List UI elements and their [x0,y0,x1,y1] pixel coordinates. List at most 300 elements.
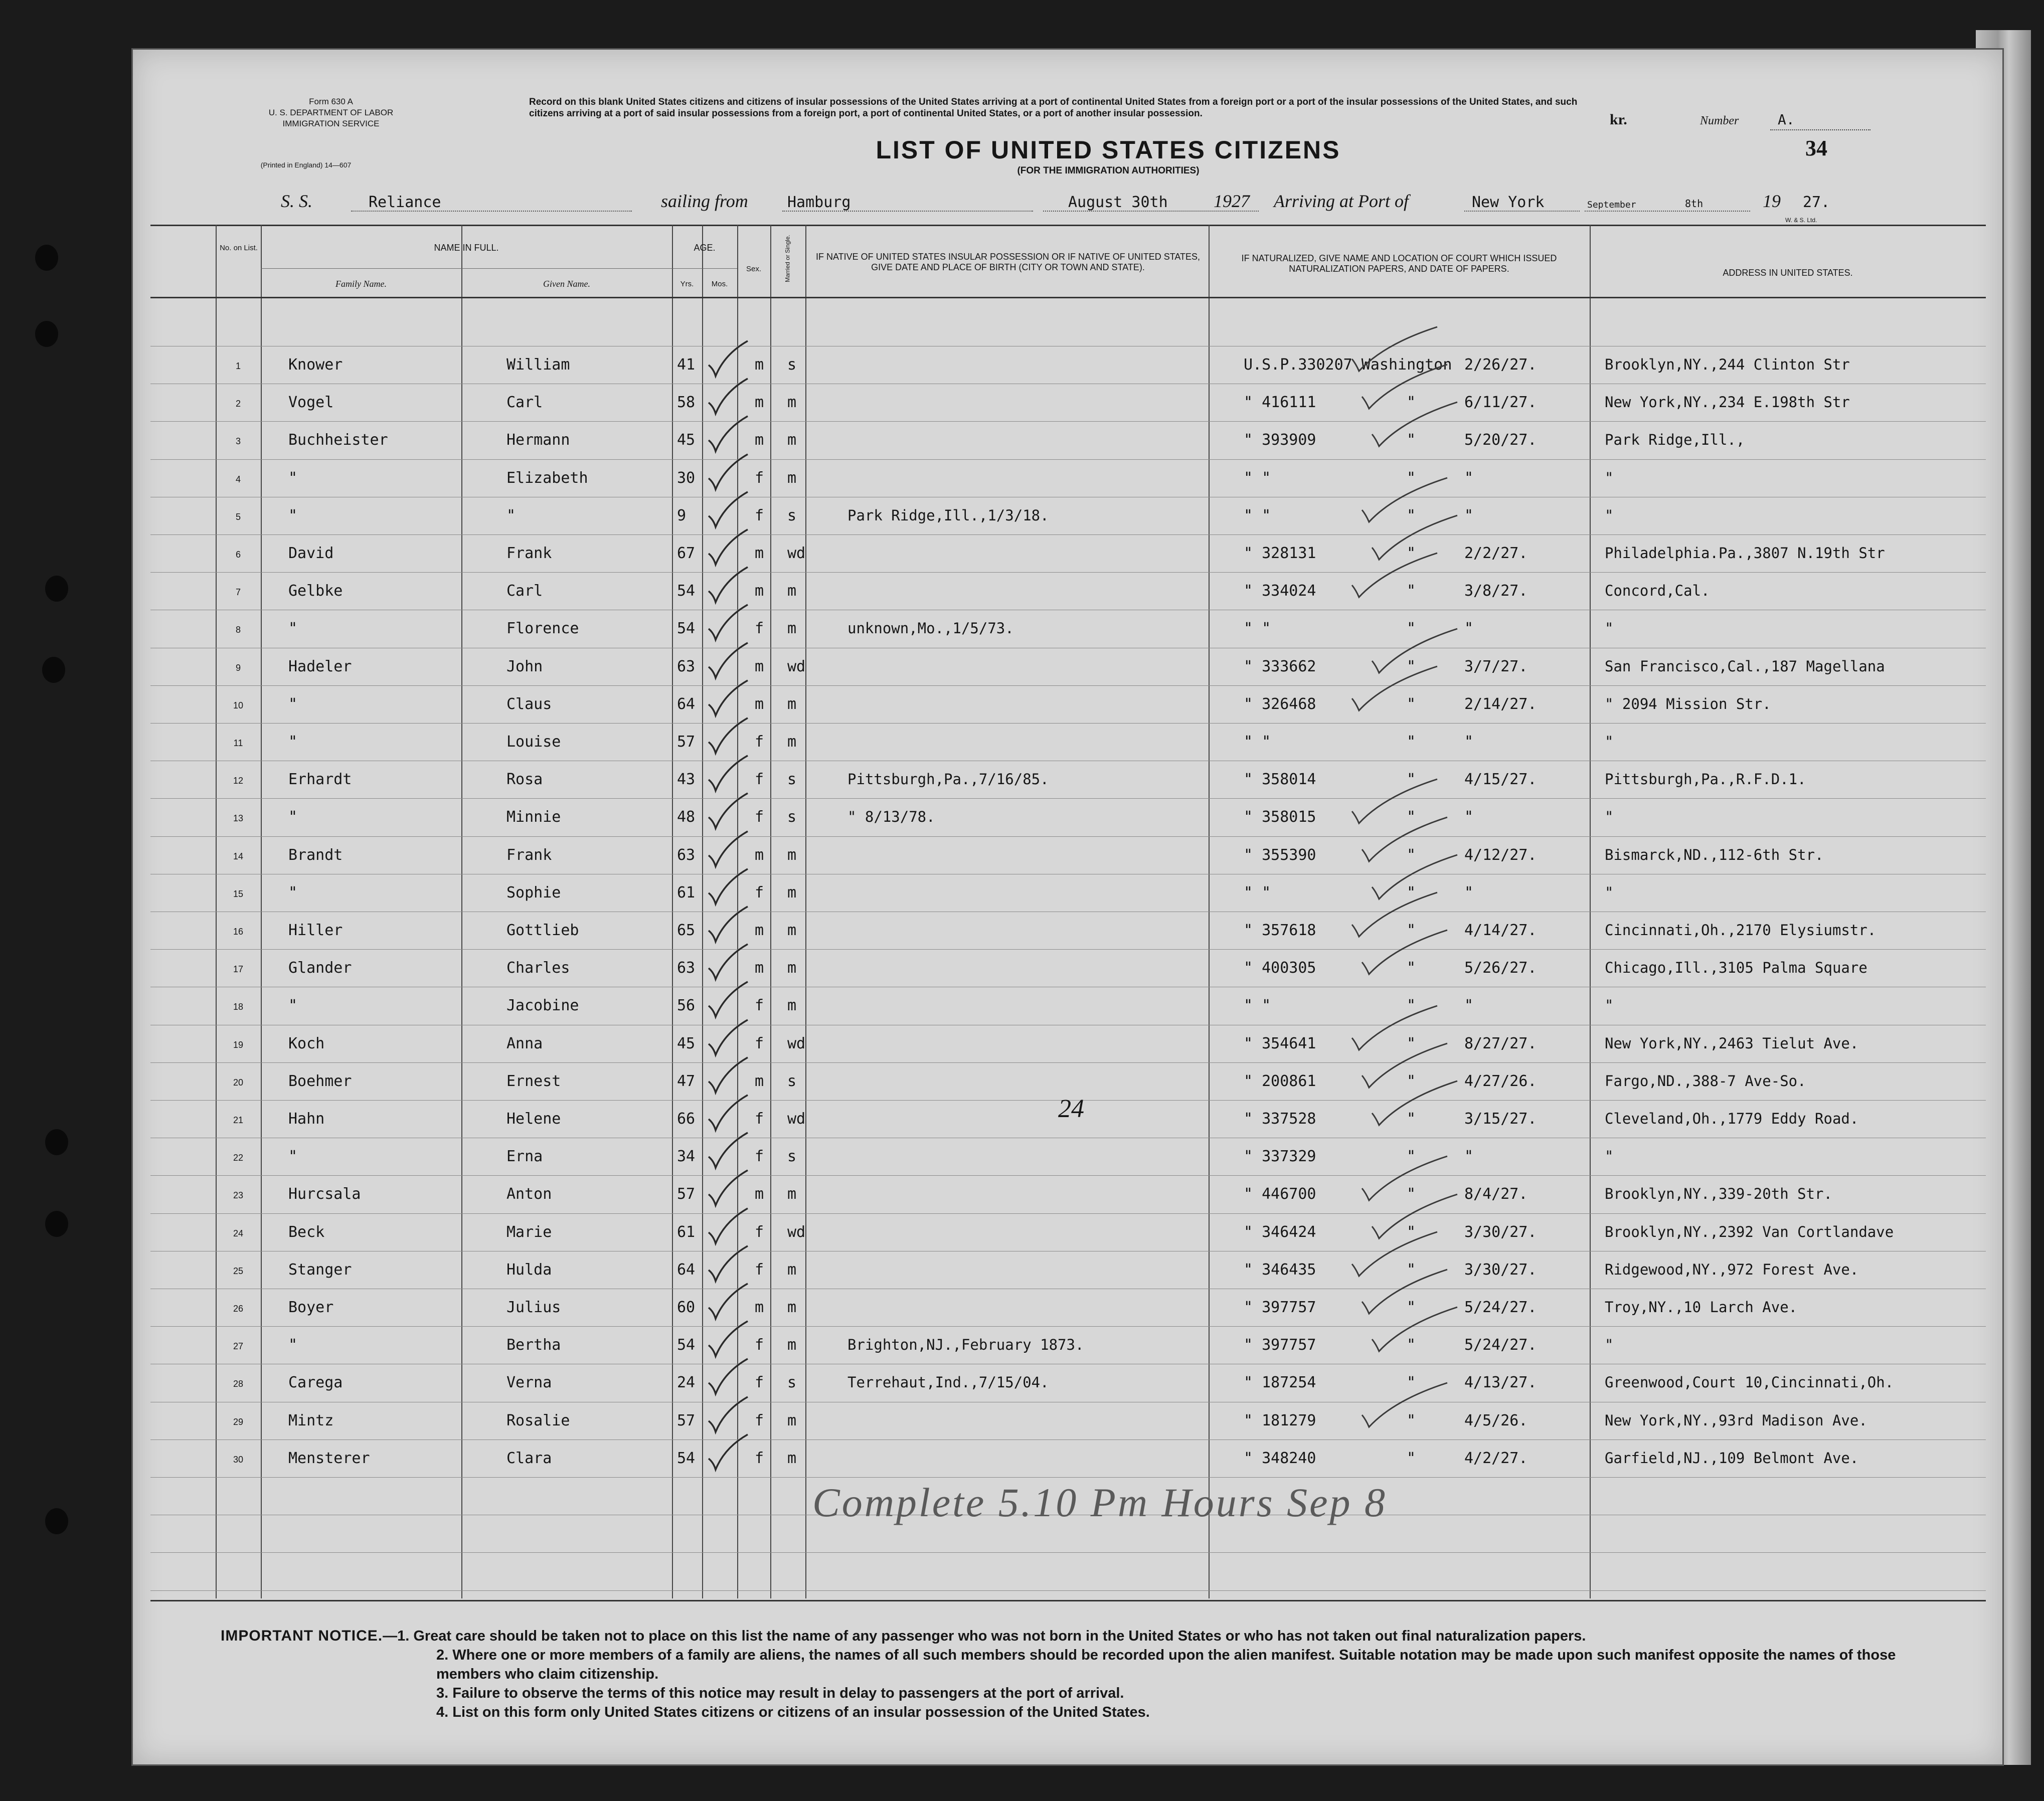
binder-hole [35,321,58,347]
check-mark [705,339,750,379]
cell-sex: f [755,1223,764,1241]
cell-date: 3/15/27. [1464,1110,1537,1128]
check-mark [705,1055,750,1096]
cell-age: 54 [677,1449,696,1467]
arrival-port: New York [1472,194,1545,211]
cell-court: " 400305 [1244,959,1316,977]
cell-address: Cincinnati,Oh.,2170 Elysiumstr. [1605,922,1877,939]
row-number: 19 [233,1039,244,1050]
cell-family: Beck [288,1223,325,1241]
header-name-in-full: NAME IN FULL. [434,243,499,253]
cell-court: " 397757 [1244,1299,1316,1316]
row-number: 13 [233,813,244,824]
notice-lead: IMPORTANT NOTICE. [221,1628,383,1644]
check-mark [705,377,750,417]
cell-family: " [288,506,298,524]
cell-court-place: " [1407,771,1416,789]
cell-family: " [288,469,298,487]
row-rule [150,572,1986,573]
cell-ms: m [787,1336,797,1354]
cell-ms: m [787,997,797,1015]
cell-date: 3/7/27. [1464,657,1528,675]
cell-ms: s [787,808,797,826]
cell-age: 65 [677,922,696,939]
arriving-label: Arriving at Port of [1274,191,1409,211]
cell-sex: f [755,620,764,638]
cell-address: " [1605,808,1614,826]
cell-age: 34 [677,1148,696,1166]
cell-address: " [1605,469,1614,486]
row-rule [150,798,1986,799]
cell-court: " 358015 [1244,808,1316,826]
row-rule [150,534,1986,535]
sailing-label: sailing from [661,191,748,211]
cell-family: " [288,620,298,638]
handwritten-note: Complete 5.10 Pm Hours Sep 8 [812,1480,1388,1525]
check-mark [705,905,750,945]
check-mark [705,716,750,756]
header-bottom-rule [150,297,1986,298]
cell-court: U.S.P.330207 Washington [1244,356,1452,374]
header-family: Family Name. [335,279,387,289]
cell-sex: m [755,356,764,374]
row-number: 1 [235,361,241,371]
row-number: 14 [233,851,244,861]
annotation-24: 24 [1058,1095,1084,1123]
cell-family: Mensterer [288,1449,370,1467]
cell-age: 48 [677,808,696,826]
notice-item: 1. Great care should be taken not to place on this list the name of any passenger who was not born in the United States or who has not taken out final naturalization papers. [397,1628,1586,1644]
cell-ms: m [787,582,797,600]
cell-age: 24 [677,1374,696,1392]
binder-hole [42,657,65,683]
cell-address: Greenwood,Court 10,Cincinnati,Oh. [1605,1374,1894,1391]
cell-sex: f [755,1110,764,1128]
ship-underline [351,211,632,212]
row-rule [150,723,1986,724]
cell-given: Anton [506,1185,552,1203]
cell-date: " [1464,1148,1474,1166]
cell-family: Knower [288,356,343,374]
cell-age: 57 [677,1185,696,1203]
cell-ms: wd [787,1110,806,1128]
cell-date: 2/14/27. [1464,695,1537,713]
cell-court-place: " [1407,1411,1416,1429]
cell-date: 4/2/27. [1464,1449,1528,1467]
cell-address: Bismarck,ND.,112-6th Str. [1605,846,1824,863]
number-label: Number [1700,114,1739,127]
cell-birth: Park Ridge,Ill.,1/3/18. [847,506,1049,524]
cell-family: Carega [288,1374,343,1392]
cell-given: Clara [506,1449,552,1467]
cell-ms: m [787,469,797,487]
cell-date: 5/26/27. [1464,959,1537,977]
cell-date: " [1464,733,1474,751]
binder-hole [35,245,58,271]
arrival-year: 27. [1803,194,1830,211]
check-mark [1349,663,1439,713]
cell-address: " [1605,506,1614,524]
cell-court: " 355390 [1244,846,1316,864]
cell-given: Elizabeth [506,469,588,487]
cell-address: New York,NY.,234 E.198th Str [1605,394,1850,411]
cell-date: 4/15/27. [1464,771,1537,789]
cell-court: " 333662 [1244,657,1316,675]
row-number: 12 [233,776,244,786]
cell-age: 56 [677,997,696,1015]
header-mos: Mos. [711,280,728,288]
cell-given: Louise [506,733,561,751]
row-number: 11 [233,738,243,748]
row-number: 10 [233,700,244,710]
cell-date: 4/5/26. [1464,1411,1528,1429]
cell-date: 3/8/27. [1464,582,1528,600]
header-naturalized: IF NATURALIZED, GIVE NAME AND LOCATION OF COURT WHICH ISSUED NATURALIZATION PAPERS, AND DATE OF PAPERS. [1241,253,1557,274]
cell-age: 54 [677,1336,696,1354]
cell-ms: m [787,1449,797,1467]
cell-given: Gottlieb [506,922,579,939]
row-number: 18 [233,1002,244,1012]
binder-hole [45,1211,68,1237]
cell-sex: m [755,394,764,412]
row-number: 24 [233,1228,244,1238]
cell-family: " [288,1336,298,1354]
cell-given: John [506,657,543,675]
cell-family: Hadeler [288,657,352,675]
cell-court: " " [1244,469,1271,487]
cell-sex: f [755,733,764,751]
cell-given: " [506,506,516,524]
cell-address: Brooklyn,NY.,339-20th Str. [1605,1185,1832,1203]
cell-given: Rosa [506,771,543,789]
cell-court-place: " [1407,1148,1416,1166]
cell-court-place: " [1407,545,1416,562]
header-yrs: Yrs. [680,280,694,288]
cell-ms: m [787,394,797,412]
cell-family: Buchheister [288,431,388,449]
cell-ms: m [787,1299,797,1316]
binder-hole [45,576,68,602]
cell-age: 63 [677,657,696,675]
cell-court: " 337528 [1244,1110,1316,1128]
check-mark [705,414,750,454]
notice-item: 4. List on this form only United States citizens or citizens of an insular possession of the United States. [436,1704,1150,1720]
sailing-from: Hamburg [787,194,851,211]
cell-court: " " [1244,733,1271,751]
cell-sex: m [755,846,764,864]
cell-court: " 416111 [1244,394,1316,412]
cell-address: New York,NY.,2463 Tielut Ave. [1605,1034,1859,1052]
check-mark [705,527,750,568]
sailing-date: August 30th [1068,194,1168,211]
check-mark [705,1168,750,1208]
cell-age: 61 [677,883,696,902]
cell-given: Verna [506,1374,552,1392]
cell-address: Brooklyn,NY.,2392 Van Cortlandave [1605,1223,1894,1240]
cell-birth: Pittsburgh,Pa.,7/16/85. [847,771,1049,788]
cell-sex: m [755,1185,764,1203]
check-mark [705,754,750,794]
cell-sex: f [755,1449,764,1467]
cell-sex: m [755,657,764,675]
check-mark [705,490,750,530]
cell-court-place: " [1407,695,1416,713]
form-number: Form 630 A [309,97,353,106]
cell-ms: m [787,1185,797,1203]
cell-ms: m [787,733,797,751]
check-mark [705,1093,750,1133]
row-number: 26 [233,1304,244,1314]
cell-court-place: " [1407,733,1416,751]
cell-address: " [1605,733,1614,750]
cell-court-place: " [1407,1034,1416,1052]
cell-court-place: " [1407,1223,1416,1241]
cell-age: 30 [677,469,696,487]
row-rule [150,459,1986,460]
cell-sex: m [755,545,764,562]
cell-ms: s [787,356,797,374]
binder-hole [45,1129,68,1155]
check-mark [705,1395,750,1435]
cell-court-place: " [1407,1110,1416,1128]
cell-age: 47 [677,1072,696,1090]
cell-address: Ridgewood,NY.,972 Forest Ave. [1605,1260,1859,1278]
row-number: 17 [233,964,244,975]
row-number: 25 [233,1266,244,1276]
row-number: 16 [233,927,244,937]
cell-ms: s [787,1374,797,1392]
cell-date: 2/2/27. [1464,545,1528,562]
cell-address: " [1605,883,1614,901]
cell-sex: f [755,771,764,789]
cell-family: Koch [288,1034,325,1052]
row-rule [150,1326,1986,1327]
cell-date: " [1464,997,1474,1015]
cell-court-place: " [1407,808,1416,826]
cell-family: Boehmer [288,1072,352,1090]
cell-age: 57 [677,1411,696,1429]
cell-given: Hermann [506,431,570,449]
cell-family: Erhardt [288,771,352,789]
cell-given: Carl [506,582,543,600]
cell-family: " [288,808,298,826]
cell-age: 57 [677,733,696,751]
number-underline [1770,129,1870,130]
cell-date: 3/30/27. [1464,1223,1537,1241]
cell-date: 3/30/27. [1464,1260,1537,1279]
cell-address: Pittsburgh,Pa.,R.F.D.1. [1605,771,1806,788]
row-number: 9 [235,662,241,673]
cell-family: " [288,733,298,751]
cell-court-place: " [1407,883,1416,902]
row-number: 21 [233,1115,244,1125]
page-number: 34 [1805,136,1827,160]
cell-sex: f [755,808,764,826]
ss-label: S. S. [281,191,312,211]
cell-age: 43 [677,771,696,789]
check-mark [1359,1380,1449,1430]
cell-sex: m [755,1072,764,1090]
check-mark [705,452,750,492]
cell-date: 4/13/27. [1464,1374,1537,1392]
cell-family: Gelbke [288,582,343,600]
cell-address: " [1605,1336,1614,1354]
cell-sex: f [755,1374,764,1392]
check-mark [705,1131,750,1171]
cell-ms: m [787,1411,797,1429]
cell-given: Claus [506,695,552,713]
cell-given: Carl [506,394,543,412]
check-mark [1359,927,1449,977]
cell-date: " [1464,469,1474,487]
cell-given: Marie [506,1223,552,1241]
cell-given: Bertha [506,1336,561,1354]
arrival-date-underline [1585,211,1750,212]
cell-sex: m [755,1299,764,1316]
cell-court: " 354641 [1244,1034,1316,1052]
cell-address: " [1605,1148,1614,1165]
cell-ms: m [787,1260,797,1279]
cell-court: " " [1244,883,1271,902]
notice-item: 3. Failure to observe the terms of this notice may result in delay to passengers at the port of arrival. [436,1685,1124,1701]
row-rule [150,1590,1986,1591]
cell-court-place: " [1407,997,1416,1015]
cell-court: " 181279 [1244,1411,1316,1429]
cell-address: Garfield,NJ.,109 Belmont Ave. [1605,1449,1859,1467]
cell-ms: s [787,1072,797,1090]
cell-date: " [1464,883,1474,902]
row-number: 30 [233,1454,244,1465]
cell-age: 54 [677,582,696,600]
form-info [221,96,441,129]
important-notice: IMPORTANT NOTICE.—1. Great care should be taken not to place on this list the name of any passenger who was not born in the United States or who has not taken out final naturalization papers. 2. Where one or more members of a family are aliens, the names of all such members should be recorded upon the alien manifest. Suitable notation may be made upon such manifest opposite the names of those members who claim citizenship. 3. Failure to observe the terms of this notice may result in delay to passengers at the port of arrival. 4. List on this form only United States citizens or citizens of an insular possession of the United States. [221,1627,1926,1722]
cell-family: Boyer [288,1299,334,1316]
cell-given: Sophie [506,883,561,902]
cell-address: Concord,Cal. [1605,582,1710,600]
header-age: AGE. [694,243,716,253]
check-mark [705,791,750,831]
cell-court-place: " [1407,1374,1416,1392]
check-mark [1349,550,1439,600]
cell-given: William [506,356,570,374]
cell-address: Fargo,ND.,388-7 Ave-So. [1605,1072,1806,1090]
page-title: LIST OF UNITED STATES CITIZENS [876,136,1341,164]
cell-ms: m [787,695,797,713]
cell-court-place: " [1407,394,1416,412]
row-number: 3 [235,436,241,447]
cell-family: " [288,997,298,1015]
arrival-month: September [1587,200,1636,210]
cell-sex: m [755,959,764,977]
check-mark [705,829,750,869]
row-number: 27 [233,1341,244,1352]
check-mark [705,1432,750,1473]
cell-sex: f [755,1148,764,1166]
cell-court: " 328131 [1244,545,1316,562]
intro-text: Record on this blank United States citizens and citizens of insular possessions of the United States arriving at a port of continental United States from a foreign port or a port of the insular possessions of the United States, and such citizens arriving at a port of said insular possessions from a foreign port, a port of continental United States, or a port of another insular possession. [529,97,1578,119]
row-number: 22 [233,1153,244,1163]
cell-court: " " [1244,506,1271,524]
arrival-day: 8th [1685,198,1704,210]
cell-ms: s [787,771,797,789]
cell-ms: s [787,1148,797,1166]
cell-sex: f [755,997,764,1015]
check-mark [705,641,750,681]
cell-birth: " 8/13/78. [847,808,935,826]
row-rule [150,1477,1986,1478]
cell-ms: wd [787,545,806,562]
row-number: 6 [235,550,241,560]
cell-address: Chicago,Ill.,3105 Palma Square [1605,959,1867,977]
cell-address: Troy,NY.,10 Larch Ave. [1605,1299,1798,1316]
cell-court: " 326468 [1244,695,1316,713]
cell-ms: s [787,506,797,524]
cell-given: Julius [506,1299,561,1316]
cell-given: Minnie [506,808,561,826]
cell-court: " 337329 [1244,1148,1316,1166]
cell-sex: m [755,695,764,713]
row-number: 29 [233,1416,244,1427]
row-number: 7 [235,587,241,598]
row-rule [150,1175,1986,1176]
cell-ms: wd [787,657,806,675]
cell-family: " [288,883,298,902]
cell-family: Stanger [288,1260,352,1279]
page-subtitle: (FOR THE IMMIGRATION AUTHORITIES) [1017,165,1200,176]
cell-court-place: " [1407,582,1416,600]
cell-court-place: " [1407,657,1416,675]
cell-court: " 334024 [1244,582,1316,600]
cell-age: 58 [677,394,696,412]
cell-given: Helene [506,1110,561,1128]
cell-given: Jacobine [506,997,579,1015]
cell-court: " 346435 [1244,1260,1316,1279]
cell-date: " [1464,620,1474,638]
row-rule [150,949,1986,950]
cell-date: 4/27/26. [1464,1072,1537,1090]
cell-court-place: " [1407,1185,1416,1203]
cell-given: Anna [506,1034,543,1052]
row-rule [150,836,1986,837]
cell-address: " [1605,997,1614,1014]
cell-date: 2/26/27. [1464,356,1537,374]
service: IMMIGRATION SERVICE [282,119,380,128]
cell-age: 66 [677,1110,696,1128]
cell-address: San Francisco,Cal.,187 Magellana [1605,657,1885,675]
cell-ms: m [787,883,797,902]
cell-court: " 348240 [1244,1449,1316,1467]
cell-age: 64 [677,1260,696,1279]
row-rule [150,421,1986,422]
header-no: No. on List. [220,244,258,252]
cell-address: " [1605,620,1614,637]
cell-sex: f [755,1336,764,1354]
cell-court: " 187254 [1244,1374,1316,1392]
cell-age: 61 [677,1223,696,1241]
cell-ms: wd [787,1034,806,1052]
cell-family: Brandt [288,846,343,864]
cell-given: Ernest [506,1072,561,1090]
cell-given: Florence [506,620,579,638]
cell-sex: f [755,1411,764,1429]
printer-mark: W. & S. Ltd. [1785,217,1817,224]
ship-name: Reliance [369,194,441,211]
check-mark [705,603,750,643]
binder-hole [45,1508,68,1534]
cell-sex: f [755,469,764,487]
cell-age: 9 [677,506,687,524]
date-underline [1043,211,1259,212]
